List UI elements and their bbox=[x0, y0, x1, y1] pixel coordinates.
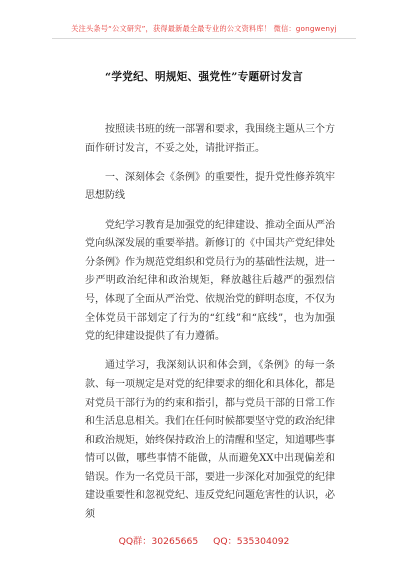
header-divider bbox=[52, 38, 356, 39]
paragraph-body-2: 通过学习，我深刻认识和体会到，《条例》的每一条款、每一项规定是对党的纪律要求的细化和具体化，都是对党员干部行为的约束和指引，都与党员干部的日常工作和生活息息相关。我们在任何时候都要坚守党的政治纪律和政治规矩，始终保持政治上的清醒和坚定，知道哪些事情可以做，哪些事情不能做，从而避免XX中出现偏差和错误。作为一名党员干部，要进一步深化对加强党的纪律建设重要性和忽视党纪、违反党纪问题危害性的认识，必须 bbox=[85, 360, 335, 521]
header-banner: 关注头条号“公文研究”，获得最新最全最专业的公文资料库！ 微信：gongwenyj bbox=[71, 24, 337, 33]
footer-qq: QQ：535304092 bbox=[213, 536, 290, 547]
section-heading-1: 一、深刻体会《条例》的重要性，提升党性修养筑牢思想防线 bbox=[85, 171, 335, 202]
document-body bbox=[85, 121, 335, 535]
paragraph-body-1: 党纪学习教育是加强党的纪律建设、推动全面从严治党向纵深发展的重要举措。新修订的《中国共产党纪律处分条例》作为规范党组织和党员行为的基础性法规，进一步严明政治纪律和政治规矩，释放越往后越严的强烈信号，体现了全面从严治党、依规治党的鲜明态度，不仅为全体党员干部划定了行为的“红线”和“底线”，也为加强党的纪律建设提供了有力遵循。 bbox=[85, 219, 335, 343]
footer-qq-group: QQ群：30265665 bbox=[118, 536, 199, 547]
paragraph-intro: 按照读书班的统一部署和要求，我围绕主题从三个方面作研讨发言，不妥之处，请批评指正。 bbox=[85, 124, 335, 154]
document-title: “学党纪、明规矩、强党性”专题研讨发言 bbox=[105, 71, 303, 83]
footer-contact bbox=[0, 533, 408, 547]
